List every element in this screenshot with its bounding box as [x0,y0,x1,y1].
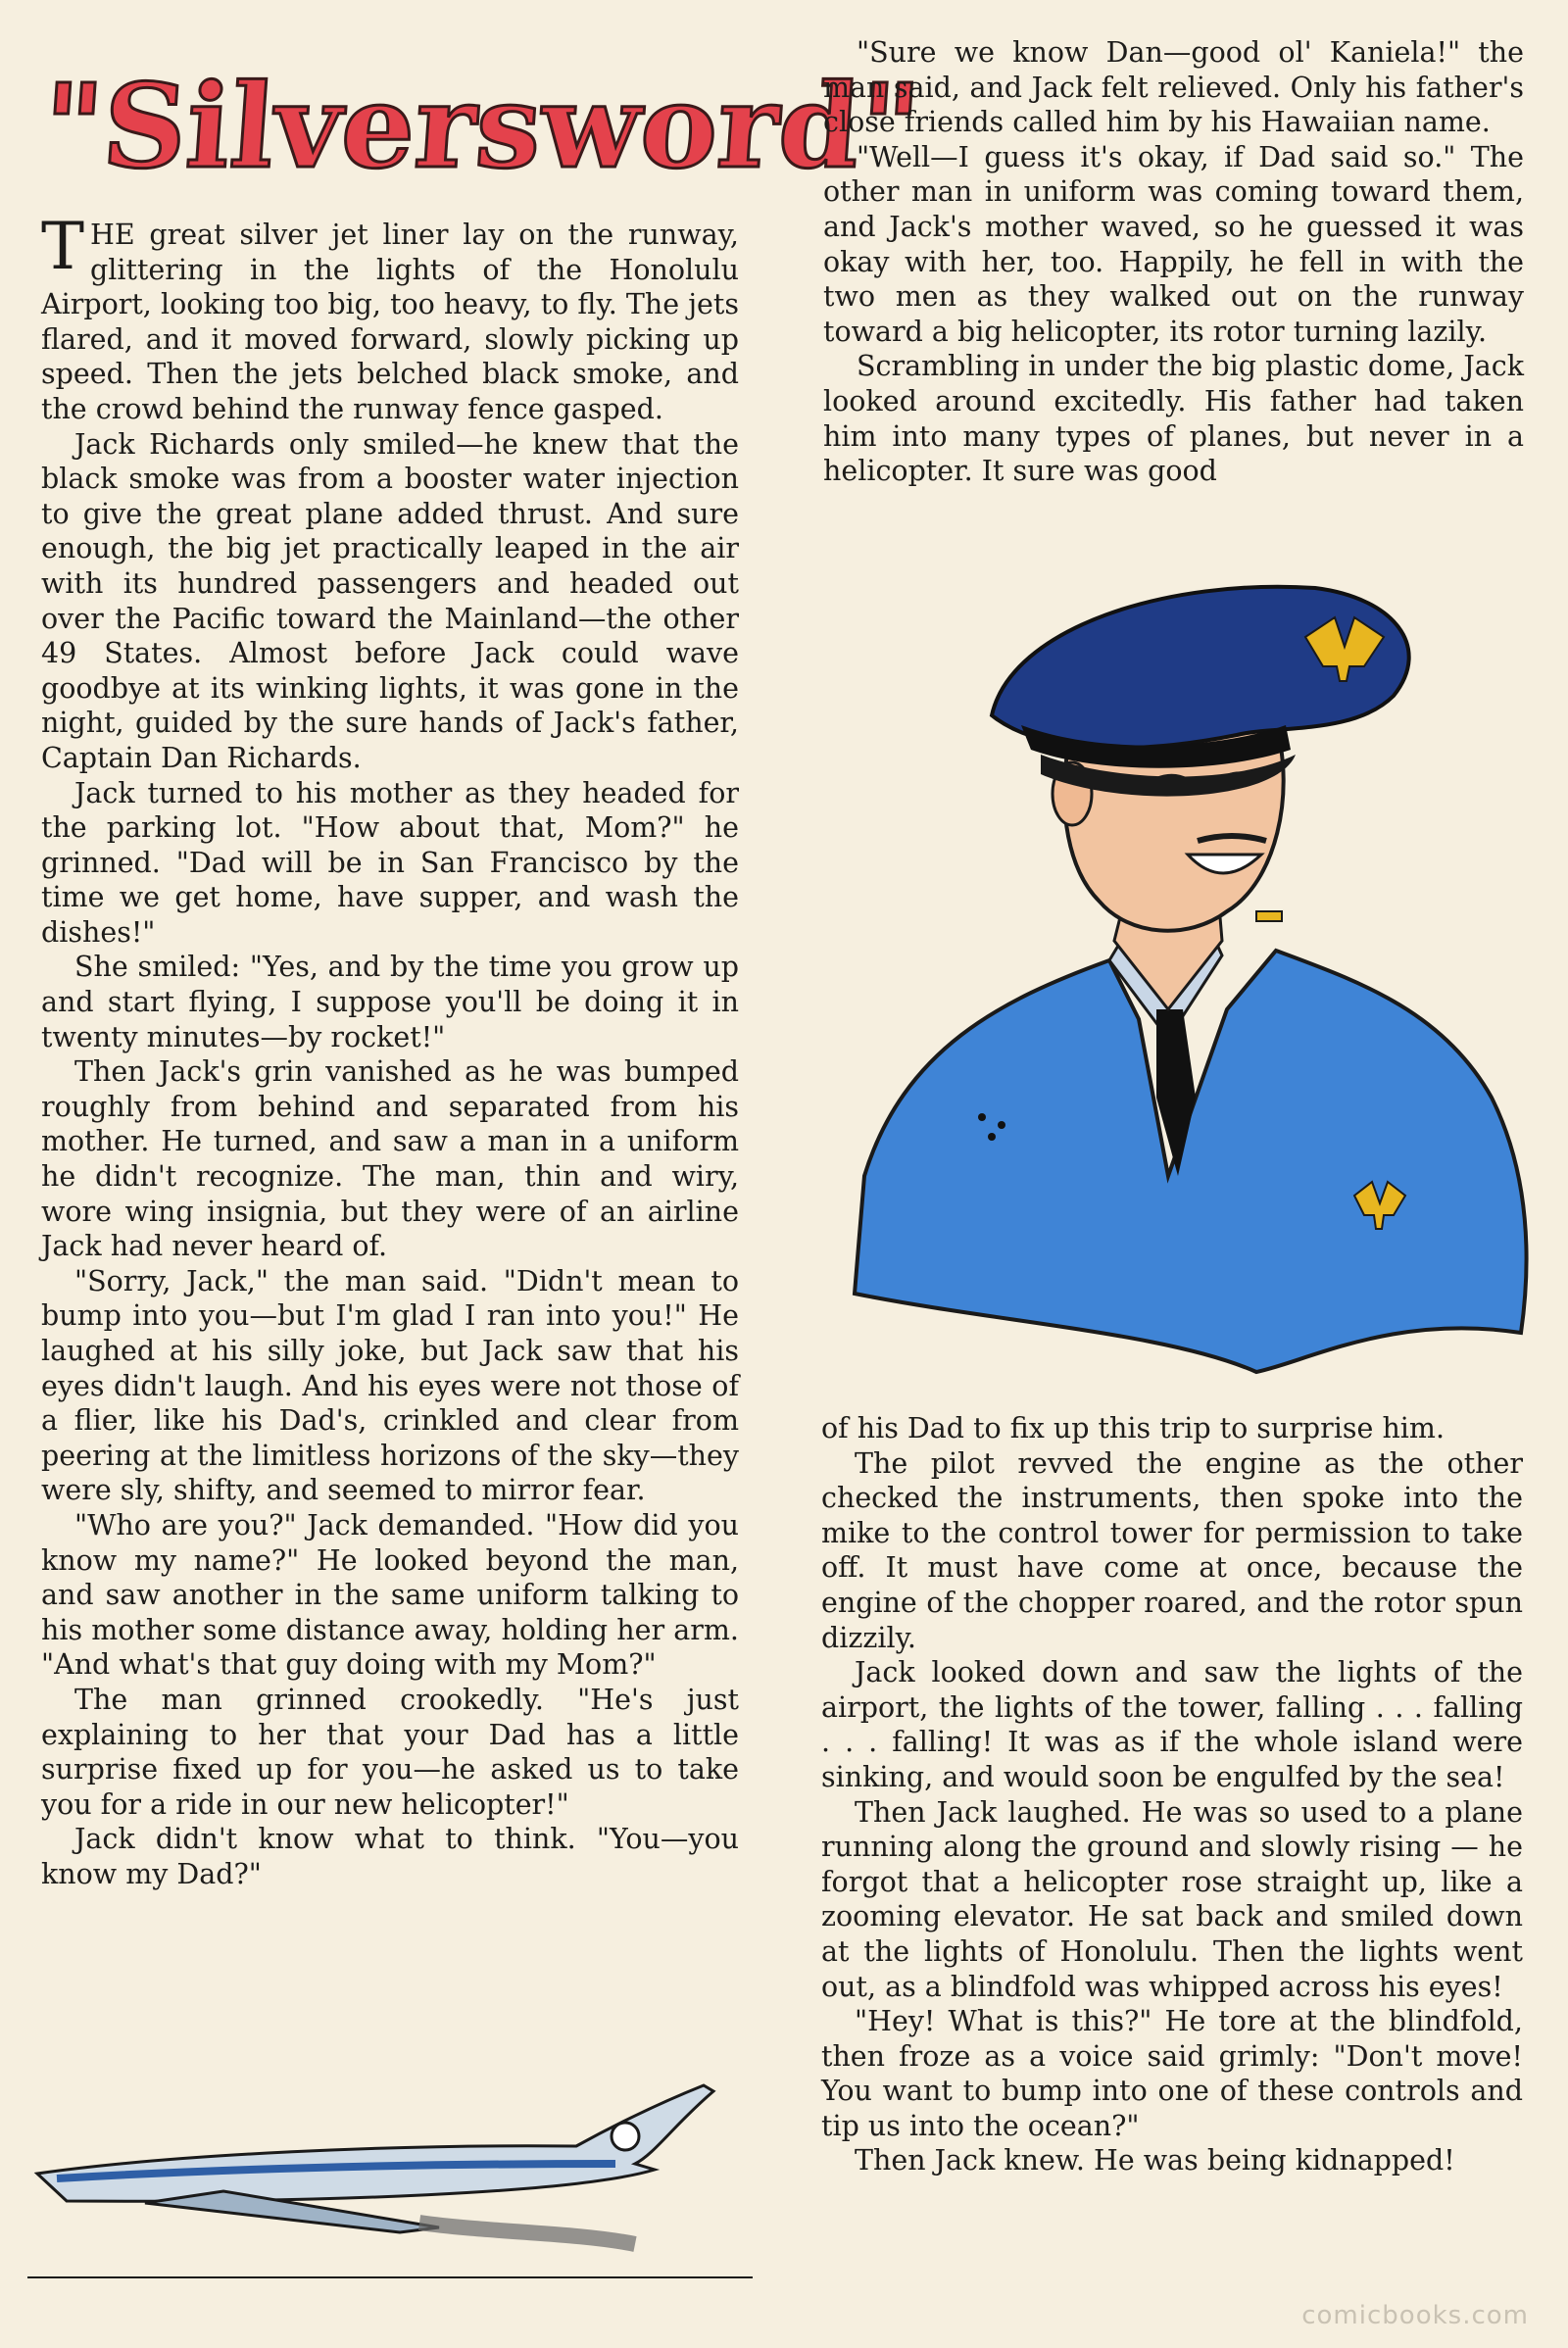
title-text: "Silversword" [37,58,925,194]
right-text-column-bottom [821,1411,1523,2178]
paragraph: Jack didn't know what to think. "You—you know my Dad?" [41,1823,739,1890]
button [978,1113,986,1121]
paragraph: "Who are you?" Jack demanded. "How did you know my name?" He looked beyond the man, and saw another in the same uniform talking to his mother some distance away, holding her arm. "And what's that guy doing with my Mom?" [41,1508,739,1682]
jet-drawing [27,2085,753,2281]
paragraph: She smiled: "Yes, and by the time you grow up and start flying, I suppose you'll be doing it in twenty minutes—by rocket!" [41,951,739,1053]
exhaust-smoke [419,2223,635,2244]
paragraph: The man grinned crookedly. "He's just explaining to her that your Dad has a little surprise fixed up for you—he asked us to take you for a ride in our new helicopter!" [41,1683,739,1821]
paragraph: "Sorry, Jack," the man said. "Didn't mean to bump into you—but I'm glad I ran into you!" He laughed at his silly joke, but Jack saw that his eyes didn't laugh. And his eyes were not those of a flier, like his Dad's, crinkled and clear from peering at the limitless horizons of the sky—they were sly, shifty, and seemed to mirror fear. [41,1264,739,1507]
story-title [37,39,925,216]
button [988,1133,996,1141]
paragraph: Scrambling in under the big plastic dome, Jack looked around excitedly. His father had taken him into many types of planes, but never in a helicopter. It sure was good [823,350,1524,488]
paragraph: "Hey! What is this?" He tore at the blindfold, then froze as a voice said grimly: "Don't move! You want to bump into one of these controls and tip us into the ocean?" [821,2005,1523,2142]
paragraph: Jack Richards only smiled—he knew that the black smoke was from a booster water injection to give the great plane added thrust. And sure enough, the big jet practically leaped in the air with its hundred passengers and headed out over the Pacific toward the Mainland—the other 49 States. Almost before Jack could wave goodbye at its winking lights, it was gone in the night, guided by the sure hands of Jack's father, Captain Dan Richards. [41,427,739,774]
paragraph: Then Jack laughed. He was so used to a plane running along the ground and slowly rising — he forgot that a helicopter rose straight up, like a zooming elevator. He sat back and smiled down at the lights of Honolulu. Then the lights went out, as a blindfold was whipped across his eyes! [821,1795,1523,2003]
airline-logo-icon [612,2123,639,2150]
paragraph: Then Jack knew. He was being kidnapped! [855,2144,1455,2177]
paragraph [41,209,739,427]
paragraph: "Well—I guess it's okay, if Dad said so." The other man in uniform was coming toward them, and Jack's mother waved, so he guessed it was okay with her, too. Happily, he fell in with the two men as they walked out on the runway toward a big helicopter, its rotor turning lazily. [823,140,1524,348]
paragraph: Jack turned to his mother as they headed for the parking lot. "How about that, Mom?" he grinned. "Dad will be in San Francisco by the time we get home, have supper, and wash the dishes!" [41,776,739,949]
drop-cap: T [41,209,85,284]
button [998,1121,1005,1129]
uniform-jacket [855,951,1527,1372]
shoulder-stripe [1256,911,1282,921]
right-text-column-top [823,35,1524,489]
paragraph: Then Jack's grin vanished as he was bumped roughly from behind and separated from his mother. He turned, and saw a man in a uniform he didn't recognize. The man, thin and wiry, wore wing insignia, but they were of an airline Jack had never heard of. [41,1055,739,1263]
watermark: comicbooks.com [1301,2301,1529,2330]
paragraph: Jack looked down and saw the lights of the airport, the lights of the tower, falling . . . falling . . . falling! It was as if the whole island were sinking, and would soon be engulfed by the sea! [821,1656,1523,1793]
paragraph: of his Dad to fix up this trip to surprise him. [821,1412,1446,1444]
paragraph: "Sure we know Dan—good ol' Kaniela!" the man said, and Jack felt relieved. Only his father's close friends called him by his Hawaiian name. [823,36,1524,139]
pilot-drawing [845,588,1541,1392]
paragraph: The pilot revved the engine as the other checked the instruments, then spoke into the mike to the control tower for permission to take off. It must have come at once, because the engine of the chopper roared, and the rotor spun dizzily. [821,1446,1523,1654]
pilot-illustration [845,588,1541,1392]
left-text-column [41,209,739,1892]
jet-illustration [27,2085,753,2281]
title-lettering [37,39,925,216]
paragraph-text: HE great silver jet liner lay on the runway, glittering in the lights of the Honolulu Airport, looking too big, too heavy, to fly. The jets flared, and it moved forward, slowly picking up speed. Then the jets belched black smoke, and the crowd behind the runway fence gasped. [41,219,739,425]
